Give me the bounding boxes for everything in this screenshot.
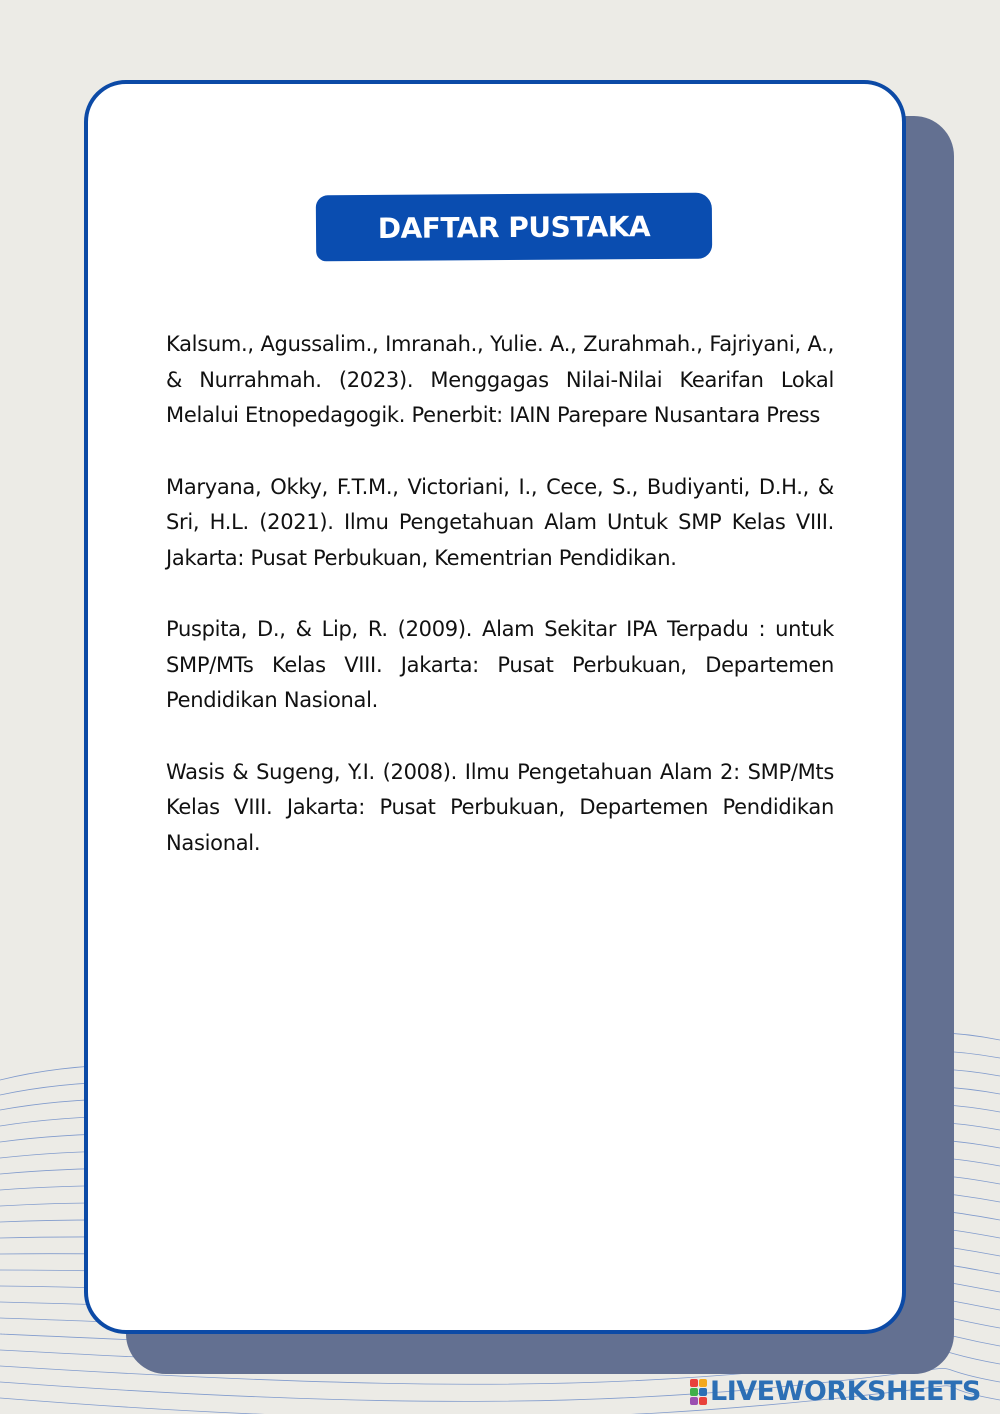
- page-title: DAFTAR PUSTAKA: [377, 209, 651, 245]
- reference-item: Kalsum., Agussalim., Imranah., Yulie. A., Zurahmah., Fajriyani, A., & Nurrahmah. (2023). Menggagas Nilai-Nilai Kearifan Lokal Melalui Etnopedagogik. Penerbit: IAIN Parepare Nusantara Press: [166, 332, 834, 427]
- reference-item: Puspita, D., & Lip, R. (2009). Alam Sekitar IPA Terpadu : untuk SMP/MTs Kelas VIII. Jakarta: Pusat Perbukuan, Departemen Pendidikan Nasional.: [166, 617, 834, 712]
- title-banner: [316, 193, 712, 262]
- reference-item: Maryana, Okky, F.T.M., Victoriani, I., Cece, S., Budiyanti, D.H., & Sri, H.L. (2021). Ilmu Pengetahuan Alam Untuk SMP Kelas VIII. Jakarta: Pusat Perbukuan, Kementrian Pendidikan.: [166, 474, 834, 570]
- reference-item: Wasis & Sugeng, Y.I. (2008). Ilmu Pengetahuan Alam 2: SMP/Mts Kelas VIII. Jakarta: Pusat Perbukuan, Departemen Pendidikan Nasional.: [166, 759, 834, 855]
- liveworksheets-logo: [690, 1374, 981, 1408]
- liveworksheets-wordmark: LIVEWORKSHEETS: [710, 1375, 981, 1407]
- liveworksheets-logo-icon: [690, 1377, 708, 1405]
- reference-list: [166, 327, 834, 897]
